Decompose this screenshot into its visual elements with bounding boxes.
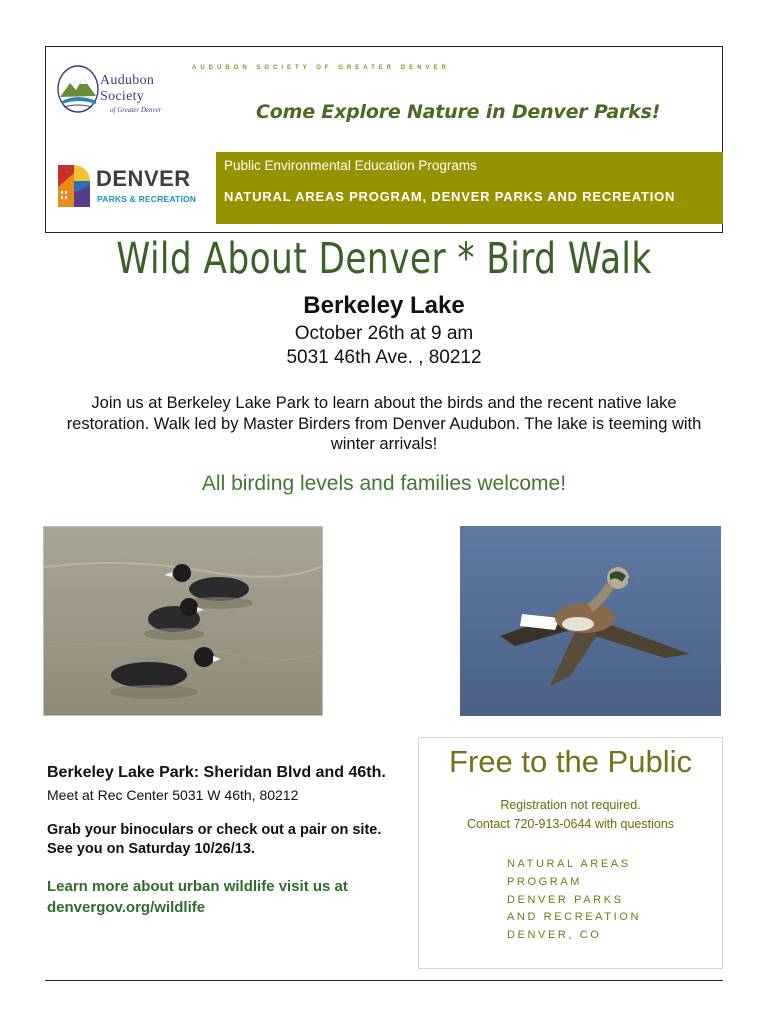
- audubon-mountain-icon: [56, 63, 102, 115]
- program-line: AND RECREATION: [507, 911, 641, 924]
- denver-parks-logo: [58, 165, 208, 207]
- band-line-programs: Public Environmental Education Programs: [224, 158, 477, 173]
- program-line: PROGRAM: [507, 875, 583, 888]
- program-band: [216, 152, 723, 224]
- program-line: DENVER, CO: [507, 929, 602, 942]
- event-description: Join us at Berkeley Lake Park to learn about the birds and the recent native lake restoration. Walk led by Master Birders from Denver Audubon. The lake is teeming with winter arrivals!: [66, 394, 702, 453]
- denver-sun-mountain-icon: [58, 165, 90, 207]
- registration-info: [419, 796, 722, 834]
- welcome-line: All birding levels and families welcome!: [201, 472, 567, 495]
- contact-line: Contact 720-913-0644 with questions: [466, 817, 675, 831]
- band-line-natural-areas: NATURAL AREAS PROGRAM, DENVER PARKS AND RECREATION: [224, 189, 676, 204]
- program-line: NATURAL AREAS: [507, 858, 631, 870]
- header-box: [45, 46, 723, 233]
- binoculars-note: Grab your binoculars or check out a pair on site. See you on Saturday 10/26/13.: [47, 822, 382, 857]
- audubon-logo-line2: Society: [100, 89, 145, 104]
- meet-location: Meet at Rec Center 5031 W 46th, 80212: [47, 787, 299, 803]
- event-address: 5031 46th Ave. , 80212: [286, 347, 482, 368]
- wigeon-photo: [460, 526, 721, 716]
- society-tagline: AUDUBON SOCIETY OF GREATER DENVER: [192, 65, 450, 71]
- audubon-society-logo: [56, 63, 176, 119]
- audubon-logo-line1: Audubon: [100, 73, 155, 88]
- free-to-public-box: [418, 737, 723, 969]
- coots-photo: [43, 526, 323, 716]
- denver-logo-word: DENVER: [96, 166, 191, 191]
- header-tagline: Come Explore Nature in Denver Parks!: [256, 101, 661, 123]
- free-title: Free to the Public: [449, 744, 692, 779]
- bottom-divider: [45, 980, 723, 981]
- registration-line: Registration not required.: [500, 798, 641, 812]
- denver-logo-sub: PARKS & RECREATION: [97, 194, 197, 204]
- learn-more-link[interactable]: Learn more about urban wildlife visit us at denvergov.org/wildlife: [47, 878, 348, 916]
- audubon-logo-line3: of Greater Denver: [110, 106, 162, 114]
- park-name-bold: Berkeley Lake Park: Sheridan Blvd and 46th.: [47, 764, 386, 781]
- program-line: DENVER PARKS: [507, 893, 624, 906]
- event-datetime: October 26th at 9 am: [294, 323, 474, 344]
- event-location: Berkeley Lake: [303, 292, 465, 319]
- event-title: Wild About Denver * Bird Walk: [116, 234, 652, 284]
- park-meeting-info: [47, 761, 407, 807]
- program-address: [507, 856, 641, 945]
